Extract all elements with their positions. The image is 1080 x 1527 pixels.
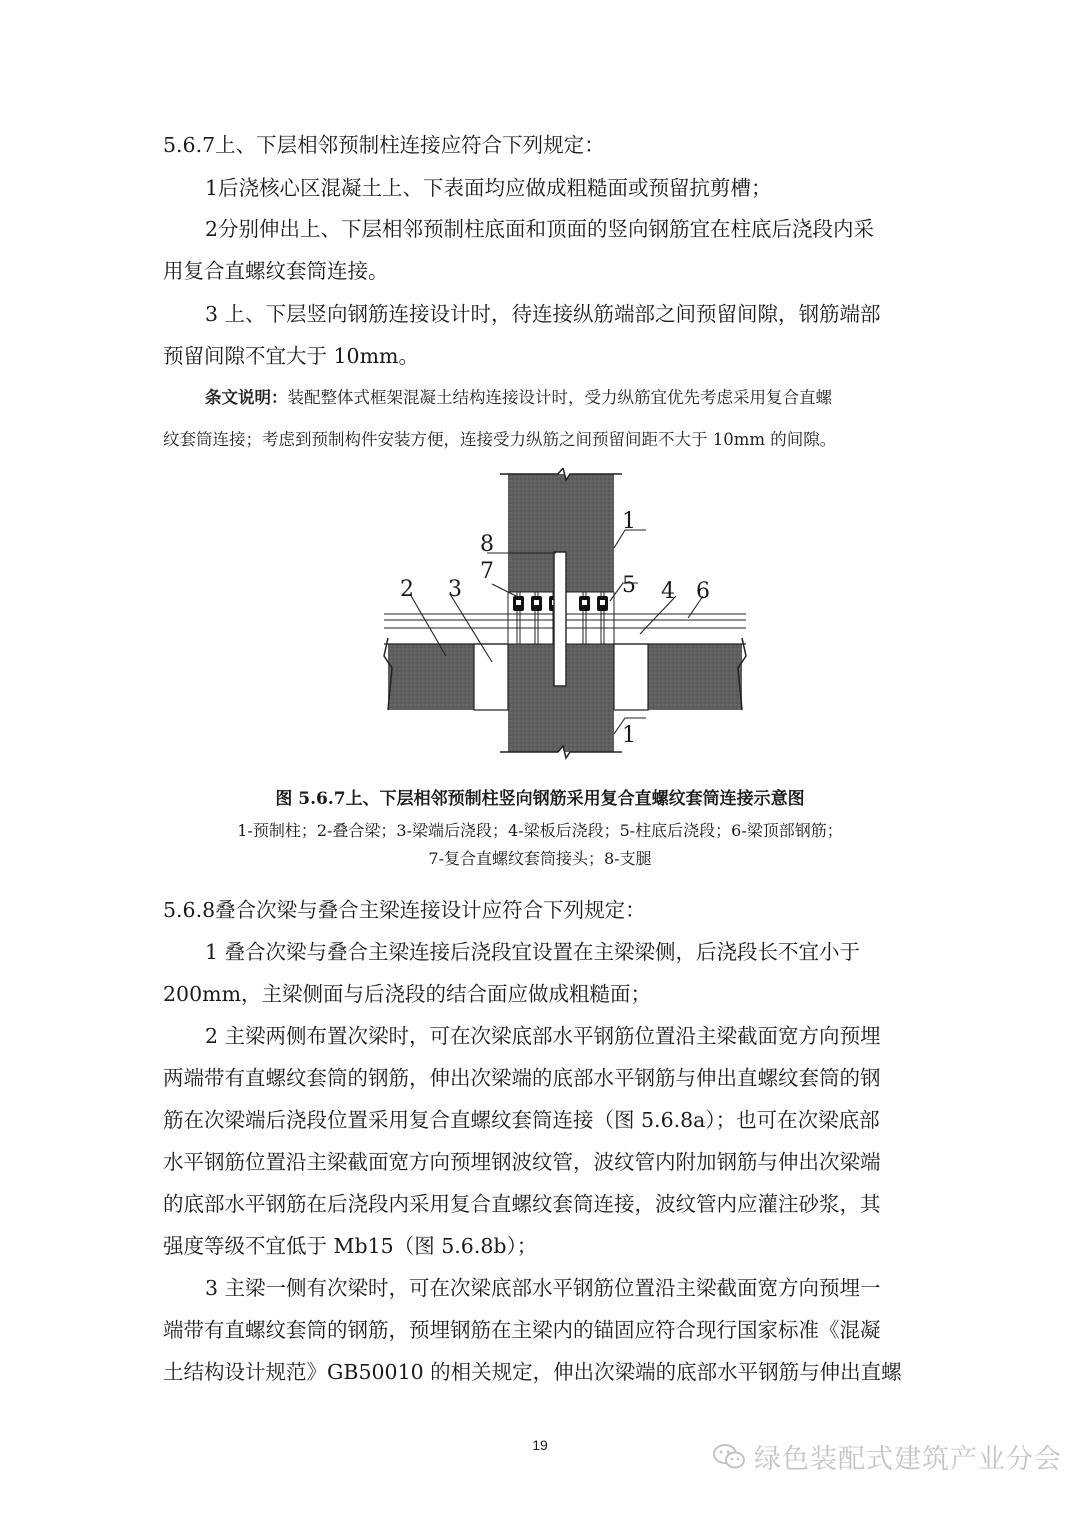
paragraph-line: 3 主梁一侧有次梁时，可在次梁底部水平钢筋位置沿主梁截面宽方向预埋一 <box>205 1276 881 1300</box>
note-line-1 <box>205 385 832 411</box>
paragraph-line: 用复合直螺纹套筒连接。 <box>163 259 389 283</box>
paragraph-line: 3 上、下层竖向钢筋连接设计时，待连接纵筋端部之间预留间隙，钢筋端部 <box>205 302 881 326</box>
note-label: 条文说明： <box>205 388 288 407</box>
watermark-text: 绿色装配式建筑产业分会 <box>754 1444 1062 1475</box>
label-7: 7 <box>480 559 494 584</box>
figure-legend-line-2: 7-复合直螺纹套筒接头；8-支腿 <box>428 849 652 868</box>
label-8: 8 <box>480 532 494 557</box>
paragraph-line: 筋在次梁端后浇段位置采用复合直螺纹套筒连接（图 5.6.8a）；也可在次梁底部 <box>163 1108 880 1132</box>
composite-beam-left <box>384 638 474 710</box>
paragraph-line: 200mm，主梁侧面与后浇段的结合面应做成粗糙面； <box>163 982 652 1006</box>
paragraph-line: 2分别伸出上、下层相邻预制柱底面和顶面的竖向钢筋宜在柱底后浇段内采 <box>205 217 875 241</box>
paragraph-line: 土结构设计规范》GB50010 的相关规定，伸出次梁端的底部水平钢筋与伸出直螺 <box>163 1360 902 1384</box>
connection-diagram <box>370 468 750 760</box>
paragraph-line: 强度等级不宜低于 Mb15（图 5.6.8b）； <box>163 1234 538 1258</box>
label-3: 3 <box>448 577 462 602</box>
paragraph-line: 两端带有直螺纹套筒的钢筋，伸出次梁端的底部水平钢筋与伸出直螺纹套筒的钢 <box>163 1066 881 1090</box>
section-heading-5-6-7: 5.6.7上、下层相邻预制柱连接应符合下列规定： <box>163 133 605 157</box>
label-6: 6 <box>696 579 710 604</box>
label-1-lower: 1 <box>622 723 636 748</box>
label-5: 5 <box>622 573 636 598</box>
paragraph-line: 预留间隙不宜大于 10mm。 <box>163 344 419 368</box>
paragraph-line: 2 主梁两侧布置次梁时，可在次梁底部水平钢筋位置沿主梁截面宽方向预埋 <box>205 1024 881 1048</box>
paragraph-line: 端带有直螺纹套筒的钢筋，预埋钢筋在主梁内的锚固应符合现行国家标准《混凝 <box>163 1318 881 1342</box>
paragraph-line: 的底部水平钢筋在后浇段内采用复合直螺纹套筒连接，波纹管内应灌注砂浆，其 <box>163 1192 881 1216</box>
beam-end-post-cast <box>474 644 508 710</box>
support-leg <box>554 552 566 686</box>
paragraph-line: 水平钢筋位置沿主梁截面宽方向预埋钢波纹管，波纹管内附加钢筋与伸出次梁端 <box>163 1150 881 1174</box>
composite-beam-right <box>648 638 746 710</box>
paragraph-line: 1 叠合次梁与叠合主梁连接后浇段宜设置在主梁梁侧，后浇段长不宜小于 <box>205 940 861 964</box>
paragraph-line: 1后浇核心区混凝土上、下表面均应做成粗糙面或预留抗剪槽； <box>205 176 772 200</box>
page-number: 19 <box>532 1437 548 1453</box>
note-line-2: 纹套筒连接；考虑到预制构件安装方便，连接受力纵筋之间预留间距不大于 10mm 的间隙。 <box>163 430 837 449</box>
figure-legend-line-1: 1-预制柱；2-叠合梁；3-梁端后浇段；4-梁板后浇段；5-柱底后浇段；6-梁顶部钢筋； <box>237 821 843 840</box>
watermark <box>712 1437 1062 1476</box>
beam-end-post-cast <box>614 644 648 710</box>
section-heading-5-6-8: 5.6.8叠合次梁与叠合主梁连接设计应符合下列规定： <box>163 898 646 922</box>
label-4: 4 <box>661 579 675 604</box>
label-2: 2 <box>400 577 414 602</box>
wechat-icon <box>712 1443 746 1471</box>
figure-caption: 图 5.6.7上、下层相邻预制柱竖向钢筋采用复合直螺纹套筒连接示意图 <box>275 789 805 809</box>
note-text: 装配整体式框架混凝土结构连接设计时，受力纵筋宜优先考虑采用复合直螺 <box>287 388 832 407</box>
label-1-upper: 1 <box>622 509 636 534</box>
